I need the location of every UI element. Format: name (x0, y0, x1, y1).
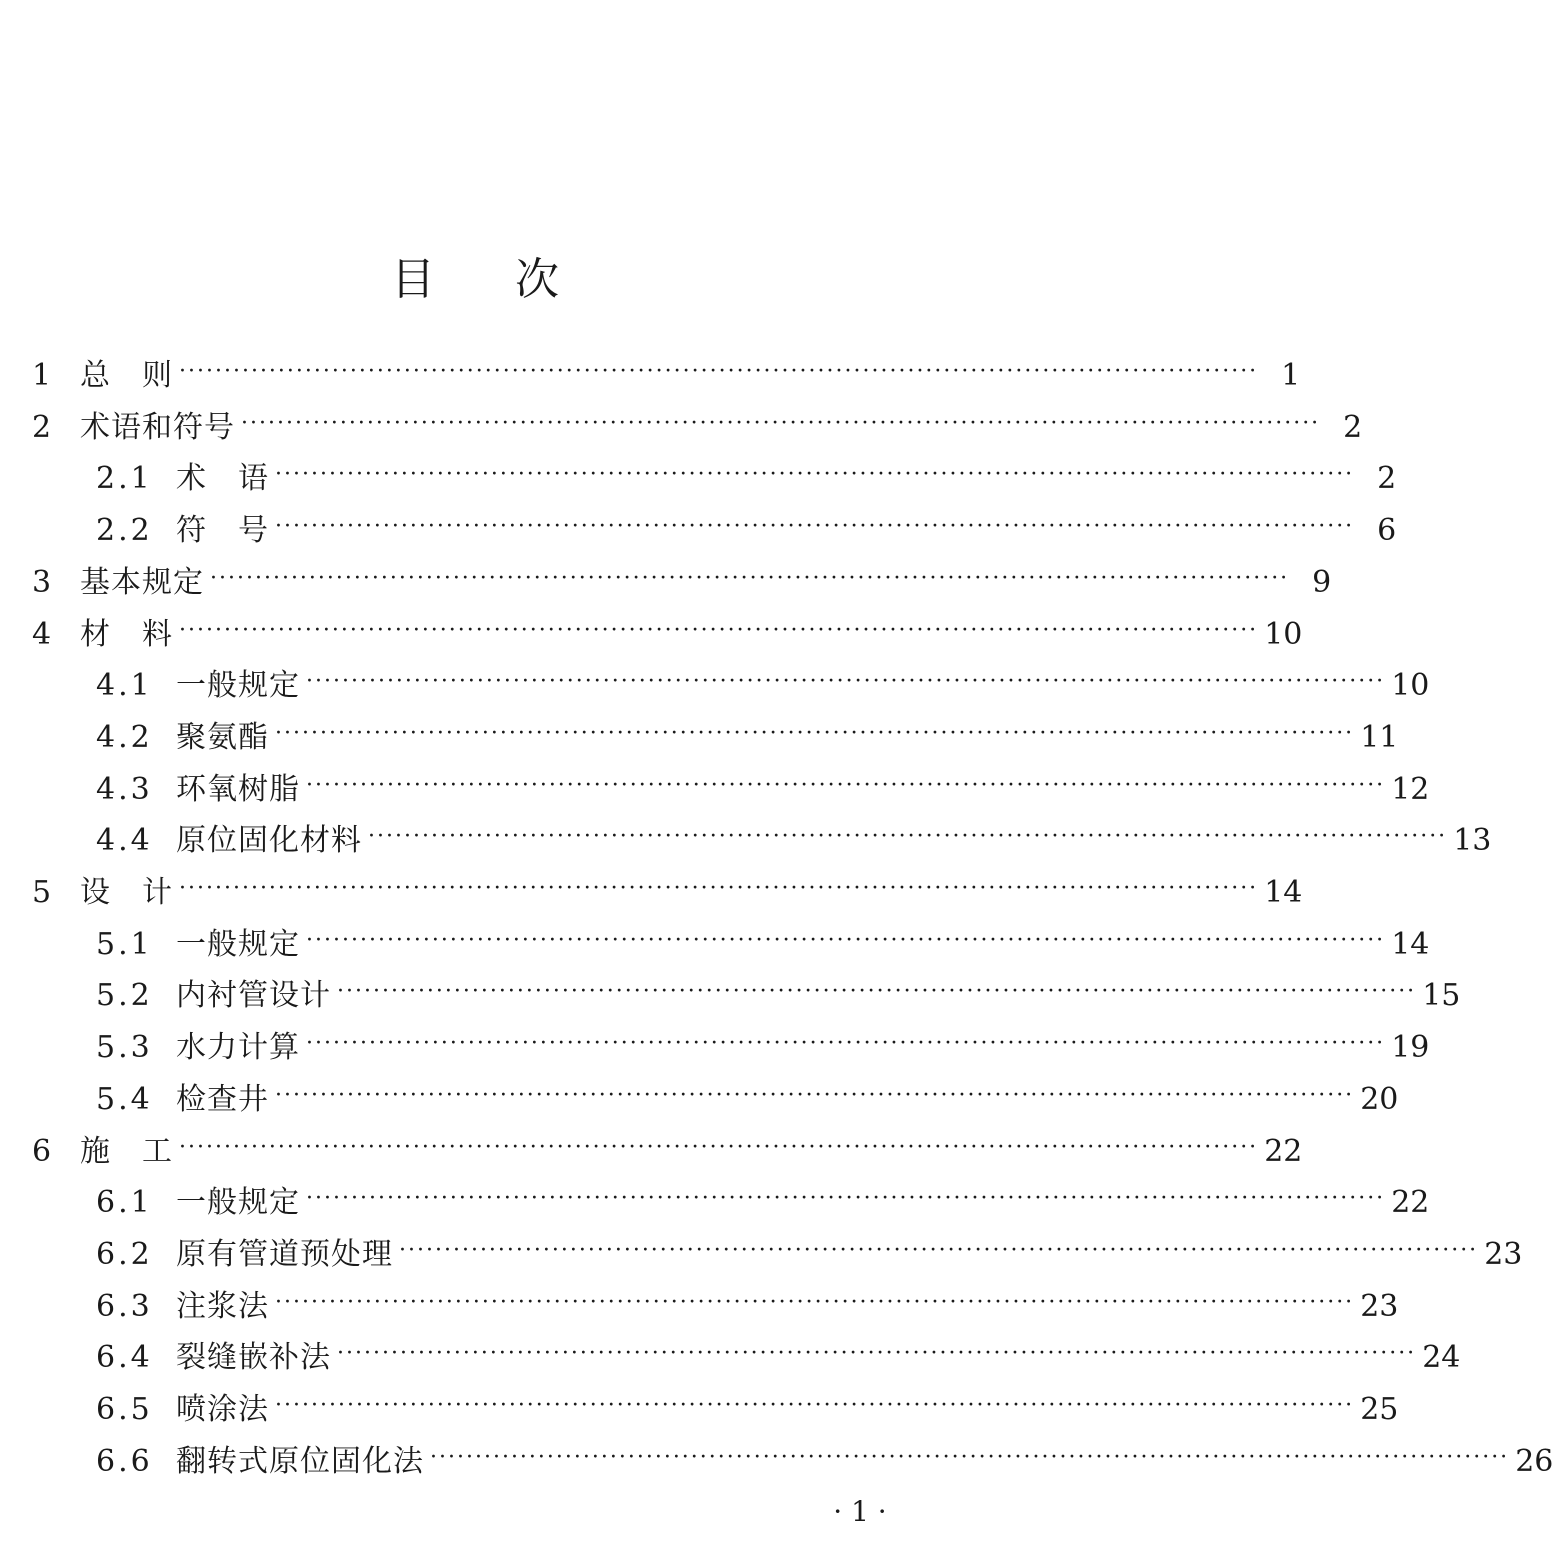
toc-leader-dots: ························································································································ (179, 617, 1259, 643)
toc-leader-dots: ························································································································ (210, 565, 1290, 591)
toc-entry-page: 11 (1360, 719, 1399, 755)
toc-entry[interactable] (0, 1022, 1430, 1074)
toc-entry[interactable] (0, 1332, 1461, 1384)
toc-entry[interactable] (0, 815, 1492, 867)
toc-leader-dots: ························································································································ (275, 1082, 1355, 1108)
toc-entry-label: 内衬管设计 (176, 978, 331, 1014)
toc-entry-page: 10 (1264, 616, 1303, 652)
toc-entry-page: 6 (1377, 513, 1397, 549)
toc-entry[interactable] (0, 970, 1461, 1022)
toc-entry-page: 22 (1264, 1133, 1303, 1169)
toc-leader-dots: ························································································································ (275, 462, 1355, 488)
toc-leader-dots: ························································································································ (241, 410, 1321, 436)
toc-leader-dots: ························································································································ (399, 1237, 1479, 1263)
toc-entry-label: 材 料 (80, 616, 173, 652)
toc-entry-page: 14 (1391, 926, 1430, 962)
toc-entry[interactable] (0, 867, 1303, 919)
toc-entry-number: 4.3 (96, 771, 153, 807)
toc-entry-page: 13 (1453, 823, 1492, 859)
toc-entry-label: 总 则 (80, 358, 173, 393)
toc-entry-label: 翻转式原位固化法 (176, 1443, 424, 1479)
toc-entry[interactable] (0, 919, 1430, 971)
toc-entry[interactable] (0, 1384, 1399, 1436)
toc-entry-label: 符 号 (176, 513, 269, 549)
toc-entry-number: 6.2 (96, 1236, 153, 1272)
toc-entry[interactable] (0, 660, 1430, 712)
toc-entry-label: 原位固化材料 (176, 823, 362, 859)
toc-entry[interactable] (0, 402, 1363, 454)
page-number-footer: · 1 · (833, 1495, 887, 1528)
toc-leader-dots: ························································································································ (306, 1031, 1386, 1057)
toc-entry-page: 22 (1391, 1185, 1430, 1221)
toc-entry-label: 术 语 (176, 461, 269, 497)
toc-entry-number: 6.1 (96, 1185, 153, 1221)
toc-entry-label: 一般规定 (176, 1185, 300, 1221)
toc-entry-number: 6.6 (96, 1443, 153, 1479)
toc-entry[interactable] (0, 505, 1397, 557)
toc-entry[interactable] (0, 453, 1397, 505)
toc-entry-page: 10 (1391, 668, 1430, 704)
toc-entry-number: 3 (32, 564, 52, 600)
toc-leader-dots: ························································································································ (337, 979, 1417, 1005)
toc-entry-page: 19 (1391, 1030, 1430, 1066)
toc-entry-number: 6.3 (96, 1288, 153, 1324)
toc-entry-label: 一般规定 (176, 668, 300, 704)
toc-leader-dots: ························································································································ (430, 1444, 1510, 1470)
toc-entry-label: 喷涂法 (176, 1392, 269, 1427)
toc-entry-number: 5 (32, 875, 52, 910)
toc-entry[interactable] (0, 1229, 1523, 1281)
toc-entry-label: 检查井 (176, 1081, 269, 1117)
toc-entry-number: 4.1 (96, 668, 153, 704)
toc-entry-number: 5.3 (96, 1030, 153, 1066)
toc-leader-dots: ························································································································ (179, 359, 1259, 384)
toc-leader-dots: ························································································································ (306, 772, 1386, 798)
toc-leader-dots: ························································································································ (275, 1393, 1355, 1418)
toc-leader-dots: ························································································································ (306, 927, 1386, 953)
toc-entry-label: 施 工 (80, 1133, 173, 1169)
toc-leader-dots: ························································································································ (179, 876, 1259, 901)
toc-entry-label: 聚氨酯 (176, 719, 269, 755)
page-title: 目次 (391, 254, 639, 305)
toc-entry[interactable] (0, 609, 1303, 661)
toc-entry-page: 1 (1281, 358, 1301, 393)
toc-entry-label: 基本规定 (80, 564, 204, 600)
toc-entry-label: 一般规定 (176, 926, 300, 962)
toc-entry-page: 15 (1422, 978, 1461, 1014)
toc-entry-page: 2 (1377, 461, 1397, 497)
toc-entry-number: 4.4 (96, 823, 153, 859)
toc-entry[interactable] (0, 1177, 1430, 1229)
toc-entry-number: 6.4 (96, 1340, 153, 1376)
toc-entry[interactable] (0, 1436, 1553, 1488)
toc-entry-page: 25 (1360, 1392, 1399, 1427)
toc-entry-page: 26 (1515, 1443, 1553, 1479)
toc-entry-label: 裂缝嵌补法 (176, 1340, 331, 1376)
toc-entry-label: 设 计 (80, 875, 173, 910)
toc-entry-number: 4.2 (96, 719, 153, 755)
toc-entry-page: 23 (1484, 1236, 1523, 1272)
toc-leader-dots: ························································································································ (306, 1186, 1386, 1212)
toc-entry-number: 2 (32, 409, 52, 445)
toc-entry-label: 水力计算 (176, 1030, 300, 1066)
toc-entry-page: 23 (1360, 1288, 1399, 1324)
toc-entry-page: 14 (1264, 875, 1303, 910)
toc-entry-number: 1 (32, 358, 52, 393)
toc-entry-number: 5.2 (96, 978, 153, 1014)
toc-entry-page: 2 (1343, 409, 1363, 445)
toc-entry-number: 2.1 (96, 461, 153, 497)
toc-entry-number: 4 (32, 616, 52, 652)
toc-entry-number: 6.5 (96, 1392, 153, 1427)
toc-entry-label: 术语和符号 (80, 409, 235, 445)
toc-entry-page: 9 (1312, 564, 1332, 600)
toc-leader-dots: ························································································································ (337, 1341, 1417, 1367)
toc-entry[interactable] (0, 350, 1301, 402)
toc-entry[interactable] (0, 557, 1332, 609)
toc-entry-number: 6 (32, 1133, 52, 1169)
toc-leader-dots: ························································································································ (275, 514, 1355, 540)
toc-entry-number: 2.2 (96, 513, 153, 549)
toc-entry[interactable] (0, 1281, 1399, 1333)
toc-entry-page: 12 (1391, 771, 1430, 807)
toc-entry[interactable] (0, 1074, 1399, 1126)
toc-leader-dots: ························································································································ (275, 1289, 1355, 1315)
toc-entry[interactable] (0, 764, 1430, 816)
toc-leader-dots: ························································································································ (179, 1134, 1259, 1160)
toc-entry[interactable] (0, 1126, 1303, 1178)
toc-entry-label: 环氧树脂 (176, 771, 300, 807)
toc-entry-label: 原有管道预处理 (176, 1236, 393, 1272)
toc-entry-number: 5.1 (96, 926, 153, 962)
toc-leader-dots: ························································································································ (275, 720, 1355, 746)
toc-leader-dots: ························································································································ (306, 669, 1386, 695)
toc-entry-page: 24 (1422, 1340, 1461, 1376)
toc-leader-dots: ························································································································ (368, 824, 1448, 850)
toc-entry-number: 5.4 (96, 1081, 153, 1117)
toc-entry[interactable] (0, 712, 1399, 764)
toc-entry-label: 注浆法 (176, 1288, 269, 1324)
toc-entry-page: 20 (1360, 1081, 1399, 1117)
